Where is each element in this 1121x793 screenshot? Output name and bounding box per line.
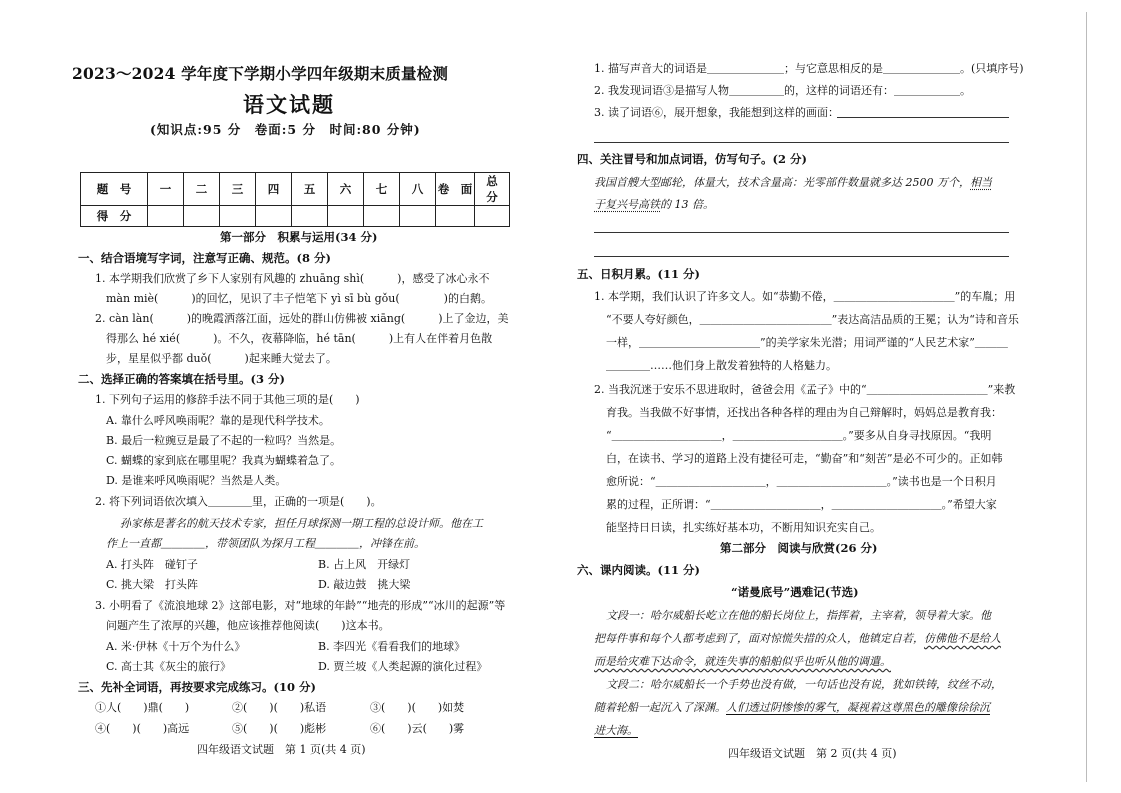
- q2-sub3: 3. 小明看了《流浪地球 2》这部电影，对“地球的年龄”“地壳的形成”“冰川的起源”等: [95, 599, 506, 612]
- score-table-header-row: [81, 173, 510, 206]
- q2-sub2: 2. 将下列词语依次填入＿＿＿＿里，正确的一项是( )。: [95, 495, 382, 508]
- q5-line: ＿＿＿＿……他们身上散发着独特的人格魅力。: [606, 359, 837, 372]
- q2-option: A. 打头阵 碰钉子: [106, 558, 198, 571]
- q3-word: ③( )( )如焚: [370, 701, 465, 714]
- score-row-label: 得 分: [81, 206, 148, 227]
- q1-line: 2. càn làn( )的晚霞洒落江面，远处的群山仿佛被 xiāng( )上了金边，美: [95, 312, 509, 325]
- page-footer: 四年级语文试题 第 1 页(共 4 页): [197, 743, 366, 756]
- score-cell[interactable]: [475, 206, 510, 227]
- q3-word: ④( )( )高远: [95, 722, 190, 735]
- q2-sub1: 1. 下列句子运用的修辞手法不同于其他三项的是( ): [95, 393, 360, 406]
- q1-line: 1. 本学期我们欣赏了乡下人家别有风趣的 zhuāng shì( )，感受了冰心永不: [95, 272, 490, 285]
- q4-sentence: [594, 174, 992, 190]
- q3-heading: 三、先补全词语，再按要求完成练习。(10 分): [78, 680, 316, 694]
- q2-option: D. 敲边鼓 挑大梁: [318, 578, 411, 591]
- part2-title: 第二部分 阅读与欣赏(26 分): [720, 541, 878, 555]
- q2-heading: 二、选择正确的答案填在括号里。(3 分): [78, 372, 285, 386]
- q5-line: “＿＿＿＿＿＿＿＿＿＿，＿＿＿＿＿＿＿＿＿＿。”要多从自身寻找原因。“我明: [606, 429, 992, 442]
- q3-word: ⑥( )云( )雾: [370, 722, 465, 735]
- q2-option: B. 最后一粒豌豆是最了不起的一粒吗？当然是。: [106, 434, 342, 447]
- score-col: 四: [256, 173, 292, 206]
- q3-task: 3. 读了词语⑥，展开想象，我能想到这样的画面：: [594, 106, 839, 119]
- q2-option: B. 占上风 开绿灯: [318, 558, 411, 571]
- q5-line: 1. 本学期，我们认识了许多文人。如“恭勤不倦，＿＿＿＿＿＿＿＿＿＿＿”的车胤；用: [594, 290, 1016, 303]
- passage-text: 随着轮船一起沉入了深渊。: [594, 701, 726, 714]
- score-cell[interactable]: [184, 206, 220, 227]
- passage-line: [594, 630, 1001, 646]
- passage-line: 文段二：哈尔威船长一个手势也没有做，一句话也没有说，犹如铁铸，纹丝不动，: [606, 678, 1002, 691]
- answer-line[interactable]: [837, 117, 1009, 118]
- q1-line: màn miè( )的回忆，见识了丰子恺笔下 yì sī bù gǒu( )的白鹅。: [106, 292, 492, 305]
- answer-line[interactable]: [594, 256, 1009, 257]
- score-cell[interactable]: [148, 206, 184, 227]
- score-cell[interactable]: [364, 206, 400, 227]
- q6-heading: 六、课内阅读。(11 分): [577, 563, 700, 577]
- score-cell[interactable]: [220, 206, 256, 227]
- q5-line: 育我。当我做不好事情，还找出各种各样的理由为自己辩解时，妈妈总是教育我：: [606, 406, 1002, 419]
- q5-line: 累的过程，正所谓：“＿＿＿＿＿＿＿＿＿＿，＿＿＿＿＿＿＿＿＿＿。”希望大家: [606, 498, 997, 511]
- score-cell[interactable]: [292, 206, 328, 227]
- underlined-sentence: 人们透过阴惨惨的雾气，凝视着这尊黑色的雕像徐徐沉: [726, 701, 990, 714]
- passage-line: [594, 699, 990, 715]
- q2-option: C. 挑大梁 打头阵: [106, 578, 199, 591]
- passage-line: [594, 722, 638, 738]
- subject-title: 语文试题: [243, 92, 335, 117]
- q4-sentence-part: 我国首艘大型邮轮，体量大，技术含量高：光零部件数量就多达 2500 万个，: [594, 176, 970, 189]
- q4-sentence: [594, 196, 714, 212]
- q5-heading: 五、日积月累。(11 分): [577, 267, 700, 281]
- score-col: 五: [292, 173, 328, 206]
- q2-option: C. 蝴蝶的家到底在哪里呢？我真为蝴蝶着急了。: [106, 454, 342, 467]
- page-footer: 四年级语文试题 第 2 页(共 4 页): [728, 747, 897, 760]
- score-col: 六: [328, 173, 364, 206]
- q5-line: 愈所说：“＿＿＿＿＿＿＿＿＿＿，＿＿＿＿＿＿＿＿＿＿。”读书也是一个日积月: [606, 475, 997, 488]
- score-col: 七: [364, 173, 400, 206]
- score-col: 总 分: [475, 173, 510, 206]
- score-cell[interactable]: [256, 206, 292, 227]
- q5-line: 一样，＿＿＿＿＿＿＿＿＿＿＿”的美学家朱光潜；用词严谨的“人民艺术家”＿＿＿: [606, 336, 1008, 349]
- page-1: [0, 0, 548, 793]
- q4-heading: 四、关注冒号和加点词语，仿写句子。(2 分): [577, 152, 807, 166]
- score-col: 卷 面: [436, 173, 475, 206]
- q2-option: A. 靠什么呼风唤雨呢？靠的是现代科学技术。: [106, 414, 330, 427]
- score-table: [80, 172, 510, 227]
- q4-dotted-word: 相当: [970, 176, 992, 189]
- q1-line: 得那么 hé xié( )。不久，夜幕降临，hé tān( )上有人在伴着月色散: [106, 332, 493, 345]
- q3-task: 2. 我发现词语③是描写人物＿＿＿＿＿的，这样的词语还有：＿＿＿＿＿＿。: [594, 84, 971, 97]
- score-cell[interactable]: [436, 206, 475, 227]
- score-cell[interactable]: [400, 206, 436, 227]
- answer-line[interactable]: [594, 232, 1009, 233]
- q1-line: 步，星星似乎都 duǒ( )起来睡大觉去了。: [106, 352, 337, 365]
- page-2: [560, 0, 1121, 793]
- score-col: 三: [220, 173, 256, 206]
- q3-word: ①人( )鼎( ): [95, 701, 190, 714]
- passage-text: 把每件事和每个人都考虑到了，面对惊慌失措的众人，他镇定自若，: [594, 632, 924, 645]
- score-row-label: 题 号: [81, 173, 148, 206]
- q5-line: “不要人夸好颜色，＿＿＿＿＿＿＿＿＿＿＿＿”表达高洁品质的王冕；认为“诗和音乐: [606, 313, 1019, 326]
- q4-sentence-part: 的 13 倍。: [660, 198, 714, 211]
- score-col: 八: [400, 173, 436, 206]
- q2-option: D. 贾兰坡《人类起源的演化过程》: [318, 660, 488, 673]
- passage-line: 文段一：哈尔威船长屹立在他的船长岗位上，指挥着，主宰着，领导着大家。他: [606, 609, 991, 622]
- wavy-underlined-sentence: 仿佛他不是给人: [924, 632, 1001, 645]
- q2-passage: 孙家栋是著名的航天技术专家，担任月球探测一期工程的总设计师。他在工: [120, 517, 483, 530]
- q5-line: 2. 当我沉迷于安乐不思进取时，爸爸会用《孟子》中的“＿＿＿＿＿＿＿＿＿＿＿”来教: [594, 383, 1016, 396]
- q3-word: ②( )( )私语: [232, 701, 327, 714]
- q5-line: 能坚持日日读，扎实练好基本功，不断用知识充实自己。: [606, 521, 881, 534]
- q5-line: 白，在读书、学习的道路上没有捷径可走，“勤奋”和“刻苦”是必不可少的。正如韩: [606, 452, 1003, 465]
- page-edge-divider: [1086, 12, 1087, 782]
- q4-dotted-word: 于: [594, 198, 605, 211]
- q1-heading: 一、结合语境写字词，注意写正确、规范。(8 分): [78, 251, 331, 265]
- q3-task: 1. 描写声音大的词语是＿＿＿＿＿＿＿；与它意思相反的是＿＿＿＿＿＿＿。(只填序号): [594, 62, 1024, 75]
- part1-title: 第一部分 积累与运用(34 分): [220, 230, 378, 244]
- q2-option: C. 高士其《灰尘的旅行》: [106, 660, 232, 673]
- q3-word: ⑤( )( )彪彬: [232, 722, 327, 735]
- score-col: 一: [148, 173, 184, 206]
- exam-title: 2023～2024 学年度下学期小学四年级期末质量检测: [72, 64, 449, 83]
- q2-option: D. 是谁来呼风唤雨呢？当然是人类。: [106, 474, 287, 487]
- score-col: 二: [184, 173, 220, 206]
- passage-title: “诺曼底号”遇难记(节选): [731, 585, 859, 599]
- underlined-sentence: 进大海。: [594, 724, 638, 737]
- wavy-underlined-sentence: 而是给灾难下达命令，就连失事的船舶似乎也听从他的调遣。: [594, 655, 891, 668]
- q2-passage: 作上一直都＿＿＿＿，带领团队为探月工程＿＿＿＿，冲锋在前。: [106, 537, 425, 550]
- answer-line[interactable]: [594, 142, 1009, 143]
- q4-dotted-word: 复兴号高铁: [605, 198, 660, 211]
- exam-info: (知识点:95 分 卷面:5 分 时间:80 分钟): [150, 122, 421, 137]
- score-table-value-row: [81, 206, 510, 227]
- q2-option: A. 米·伊林《十万个为什么》: [106, 640, 246, 653]
- passage-line: [594, 653, 891, 669]
- q2-sub3: 问题产生了浓厚的兴趣，他应该推荐他阅读( )这本书。: [106, 619, 390, 632]
- q2-option: B. 李四光《看看我们的地球》: [318, 640, 466, 653]
- score-cell[interactable]: [328, 206, 364, 227]
